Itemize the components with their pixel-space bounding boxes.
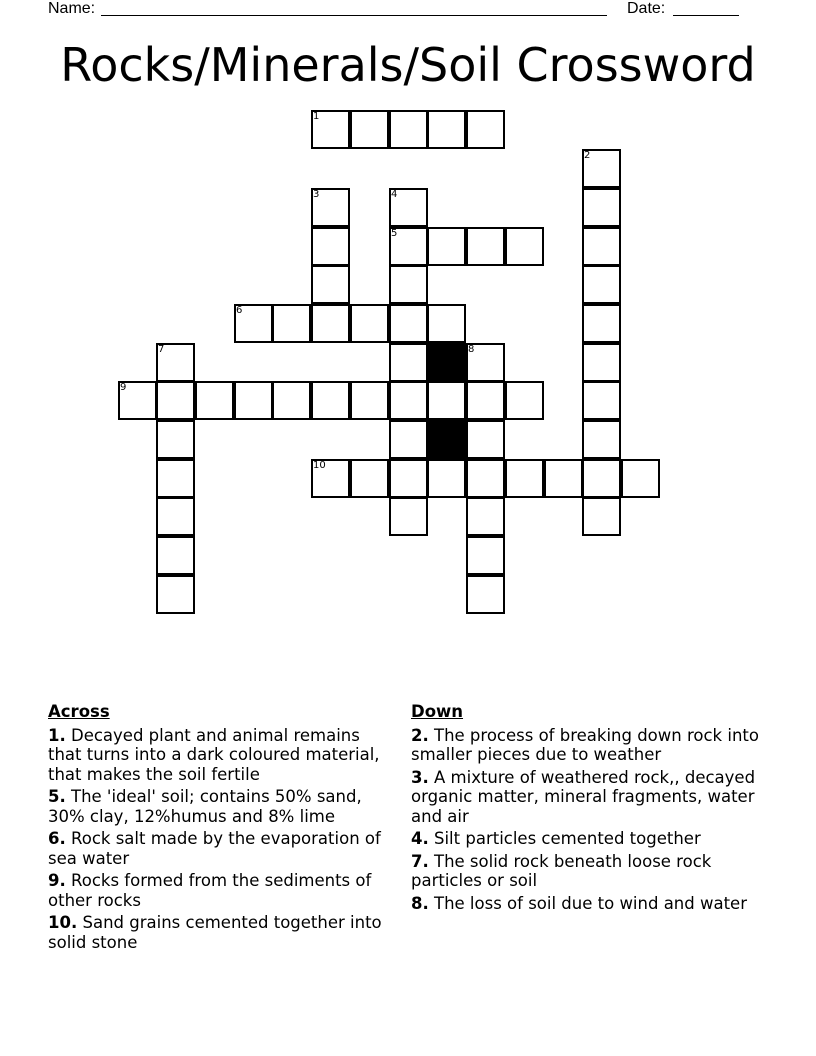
date-label: Date: <box>627 0 666 17</box>
clue-num: 5. <box>48 787 66 806</box>
clue-number: 7 <box>158 344 165 355</box>
grid-cell[interactable] <box>466 575 505 614</box>
grid-cell[interactable] <box>195 381 234 420</box>
grid-cell[interactable] <box>311 188 350 227</box>
clue-text: Sand grains cemented together into solid stone <box>48 913 382 952</box>
clue-text: Silt particles cemented together <box>434 829 701 848</box>
clue-text: The 'ideal' soil; contains 50% sand, 30% clay, 12%humus and 8% lime <box>48 787 362 826</box>
clue-num: 6. <box>48 829 66 848</box>
grid-cell[interactable] <box>582 497 621 536</box>
clue-number: 2 <box>584 150 591 161</box>
clue-text: The solid rock beneath loose rock particles or soil <box>411 851 712 890</box>
down-clue <box>411 829 761 849</box>
grid-cell[interactable] <box>311 304 350 343</box>
grid-cell[interactable] <box>466 459 505 498</box>
down-clue <box>411 726 761 765</box>
grid-cell[interactable] <box>156 536 195 575</box>
grid-cell[interactable] <box>582 265 621 304</box>
grid-cell[interactable] <box>156 575 195 614</box>
grid-cell[interactable] <box>582 227 621 266</box>
black-cell <box>427 343 466 382</box>
grid-cell[interactable] <box>389 188 428 227</box>
clue-num: 10. <box>48 913 78 932</box>
grid-cell[interactable] <box>582 381 621 420</box>
grid-cell[interactable] <box>272 304 311 343</box>
clue-text: A mixture of weathered rock,, decayed organic matter, mineral fragments, water and air <box>411 767 756 826</box>
clue-num: 2. <box>411 725 429 745</box>
grid-cell[interactable] <box>350 381 389 420</box>
clue-text: Rocks formed from the sediments of other rocks <box>48 871 372 910</box>
clue-number: 9 <box>120 382 127 393</box>
grid-cell[interactable] <box>350 304 389 343</box>
grid-cell[interactable] <box>582 343 621 382</box>
grid-cell[interactable] <box>156 420 195 459</box>
grid-cell[interactable] <box>466 420 505 459</box>
grid-cell[interactable] <box>466 227 505 266</box>
grid-cell[interactable] <box>466 343 505 382</box>
grid-cell[interactable] <box>505 459 544 498</box>
grid-cell[interactable] <box>582 149 621 188</box>
grid-cell[interactable] <box>466 536 505 575</box>
down-heading: Down <box>411 702 464 721</box>
grid-cell[interactable] <box>311 110 350 149</box>
grid-cell[interactable] <box>118 381 157 420</box>
across-heading: Across <box>48 702 110 721</box>
clue-number: 1 <box>313 111 320 122</box>
across-clue <box>48 726 393 785</box>
grid-cell[interactable] <box>389 459 428 498</box>
name-label: Name: <box>48 0 96 17</box>
grid-cell[interactable] <box>466 381 505 420</box>
clue-number: 4 <box>391 189 398 200</box>
across-clue <box>48 871 393 910</box>
grid-cell[interactable] <box>582 459 621 498</box>
grid-cell[interactable] <box>234 304 273 343</box>
clue-text: The process of breaking down rock into smaller pieces due to weather <box>411 725 759 764</box>
page-title: Rocks/Minerals/Soil Crossword <box>60 38 756 92</box>
clue-num: 3. <box>411 767 429 787</box>
grid-cell[interactable] <box>389 110 428 149</box>
grid-cell[interactable] <box>389 343 428 382</box>
across-clue <box>48 787 393 826</box>
grid-cell[interactable] <box>311 227 350 266</box>
grid-cell[interactable] <box>582 420 621 459</box>
down-clue <box>411 768 761 827</box>
grid-cell[interactable] <box>389 381 428 420</box>
grid-cell[interactable] <box>389 497 428 536</box>
grid-cell[interactable] <box>544 459 583 498</box>
grid-cell[interactable] <box>350 459 389 498</box>
grid-cell[interactable] <box>427 110 466 149</box>
grid-cell[interactable] <box>156 381 195 420</box>
clue-text: Rock salt made by the evaporation of sea water <box>48 829 381 868</box>
black-cell <box>427 420 466 459</box>
grid-cell[interactable] <box>466 110 505 149</box>
grid-cell[interactable] <box>272 381 311 420</box>
down-clues <box>411 702 761 916</box>
grid-cell[interactable] <box>582 188 621 227</box>
clue-num: 1. <box>48 725 66 745</box>
clue-num: 8. <box>411 893 429 913</box>
grid-cell[interactable] <box>582 304 621 343</box>
clue-number: 6 <box>236 305 243 316</box>
grid-cell[interactable] <box>505 381 544 420</box>
clue-text: The loss of soil due to wind and water <box>434 893 747 913</box>
grid-cell[interactable] <box>621 459 660 498</box>
grid-cell[interactable] <box>156 459 195 498</box>
grid-cell[interactable] <box>311 459 350 498</box>
grid-cell[interactable] <box>427 304 466 343</box>
clue-num: 7. <box>411 851 429 871</box>
grid-cell[interactable] <box>311 381 350 420</box>
clue-number: 5 <box>391 228 398 239</box>
grid-cell[interactable] <box>311 265 350 304</box>
clue-text: Decayed plant and animal remains that turns into a dark coloured material, that makes the soil fertile <box>48 725 380 784</box>
grid-cell[interactable] <box>505 227 544 266</box>
down-clue <box>411 852 761 891</box>
down-clue <box>411 894 761 914</box>
across-clue <box>48 913 393 952</box>
grid-cell[interactable] <box>389 420 428 459</box>
across-clues <box>48 702 393 955</box>
grid-cell[interactable] <box>389 227 428 266</box>
grid-cell[interactable] <box>466 497 505 536</box>
grid-cell[interactable] <box>156 343 195 382</box>
clue-num: 4. <box>411 829 429 848</box>
grid-cell[interactable] <box>350 110 389 149</box>
across-clue <box>48 829 393 868</box>
grid-cell[interactable] <box>427 381 466 420</box>
clue-number: 8 <box>468 344 475 355</box>
grid-cell[interactable] <box>427 227 466 266</box>
grid-cell[interactable] <box>234 381 273 420</box>
grid-cell[interactable] <box>156 497 195 536</box>
grid-cell[interactable] <box>389 304 428 343</box>
grid-cell[interactable] <box>389 265 428 304</box>
clue-num: 9. <box>48 871 66 890</box>
grid-cell[interactable] <box>427 459 466 498</box>
clue-number: 10 <box>313 460 326 471</box>
clue-number: 3 <box>313 189 320 200</box>
